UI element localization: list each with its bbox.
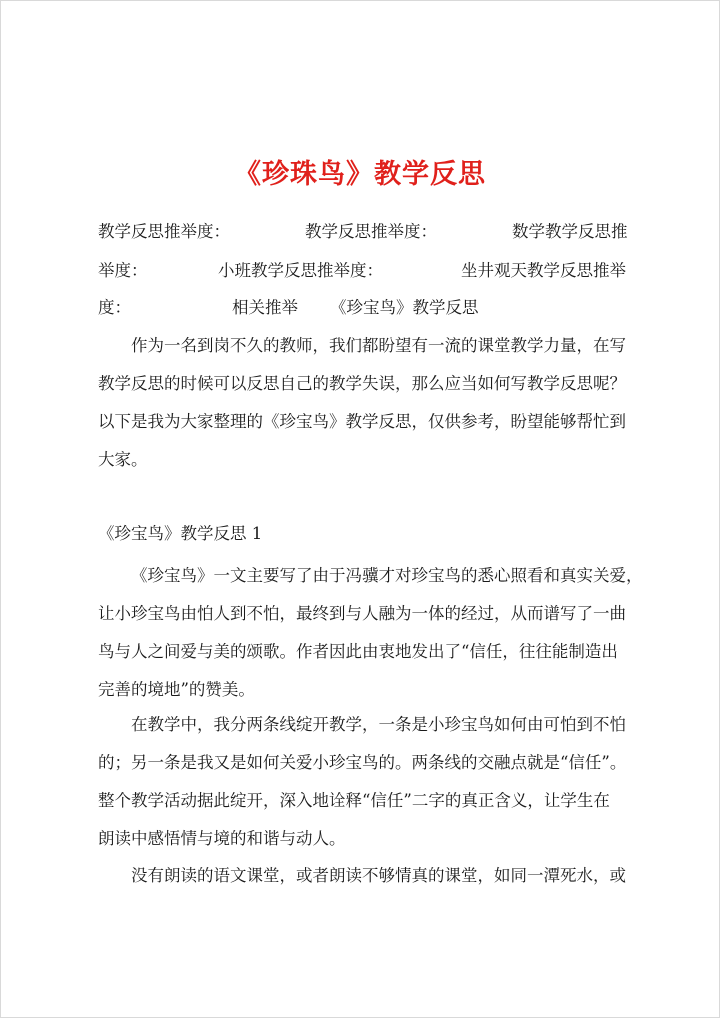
intro-line: 作为一名到岗不久的教师，我们都盼望有一流的课堂教学力量，在写 xyxy=(131,336,626,355)
paragraph-line: 让小珍宝鸟由怕人到不怕，最终到与人融为一体的经过，从而谱写了一曲 xyxy=(98,604,626,623)
recommend-text: 教学反思推举度： xyxy=(305,222,437,241)
recommend-text: 小班教学反思推举度： xyxy=(218,261,383,280)
related-recommend-label: 相关推举 xyxy=(232,298,298,317)
paragraph-line: 在教学中，我分两条线绽开教学，一条是小珍宝鸟如何由可怕到不怕 xyxy=(131,715,626,734)
paragraph-line: 没有朗读的语文课堂，或者朗读不够情真的课堂，如同一潭死水，或 xyxy=(131,866,626,885)
paragraph-line: 完善的境地”的赞美。 xyxy=(98,680,255,699)
paragraph-line: 《珍宝鸟》一文主要写了由于冯骥才对珍宝鸟的悉心照看和真实关爱， xyxy=(131,566,643,585)
intro-line: 大家。 xyxy=(98,450,148,469)
section-heading: 《珍宝鸟》教学反思 1 xyxy=(98,524,263,543)
paragraph-line: 整个教学活动据此绽开，深入地诠释“信任”二字的真正含义，让学生在 xyxy=(98,791,610,810)
recommend-text: 坐井观天教学反思推举 xyxy=(461,261,626,280)
intro-line: 以下是我为大家整理的《珍宝鸟》教学反思，仅供参考，盼望能够帮忙到 xyxy=(98,412,626,431)
recommend-text: 度： xyxy=(98,298,131,317)
related-article-link[interactable]: 《珍宝鸟》教学反思 xyxy=(330,298,479,317)
paragraph-line: 的；另一条是我又是如何关爱小珍宝鸟的。两条线的交融点就是“信任”。 xyxy=(98,753,627,772)
paragraph-line: 朗读中感悟情与境的和谐与动人。 xyxy=(98,829,346,848)
recommend-text: 数学教学反思推 xyxy=(512,222,628,241)
document-title: 《珍珠鸟》教学反思 xyxy=(234,159,486,190)
recommend-text: 教学反思推举度： xyxy=(98,222,230,241)
paragraph-line: 鸟与人之间爱与美的颂歌。作者因此由衷地发出了“信任，往往能制造出 xyxy=(98,642,618,661)
recommend-text: 举度： xyxy=(98,261,148,280)
intro-line: 教学反思的时候可以反思自己的教学失误，那么应当如何写教学反思呢？ xyxy=(98,374,626,393)
